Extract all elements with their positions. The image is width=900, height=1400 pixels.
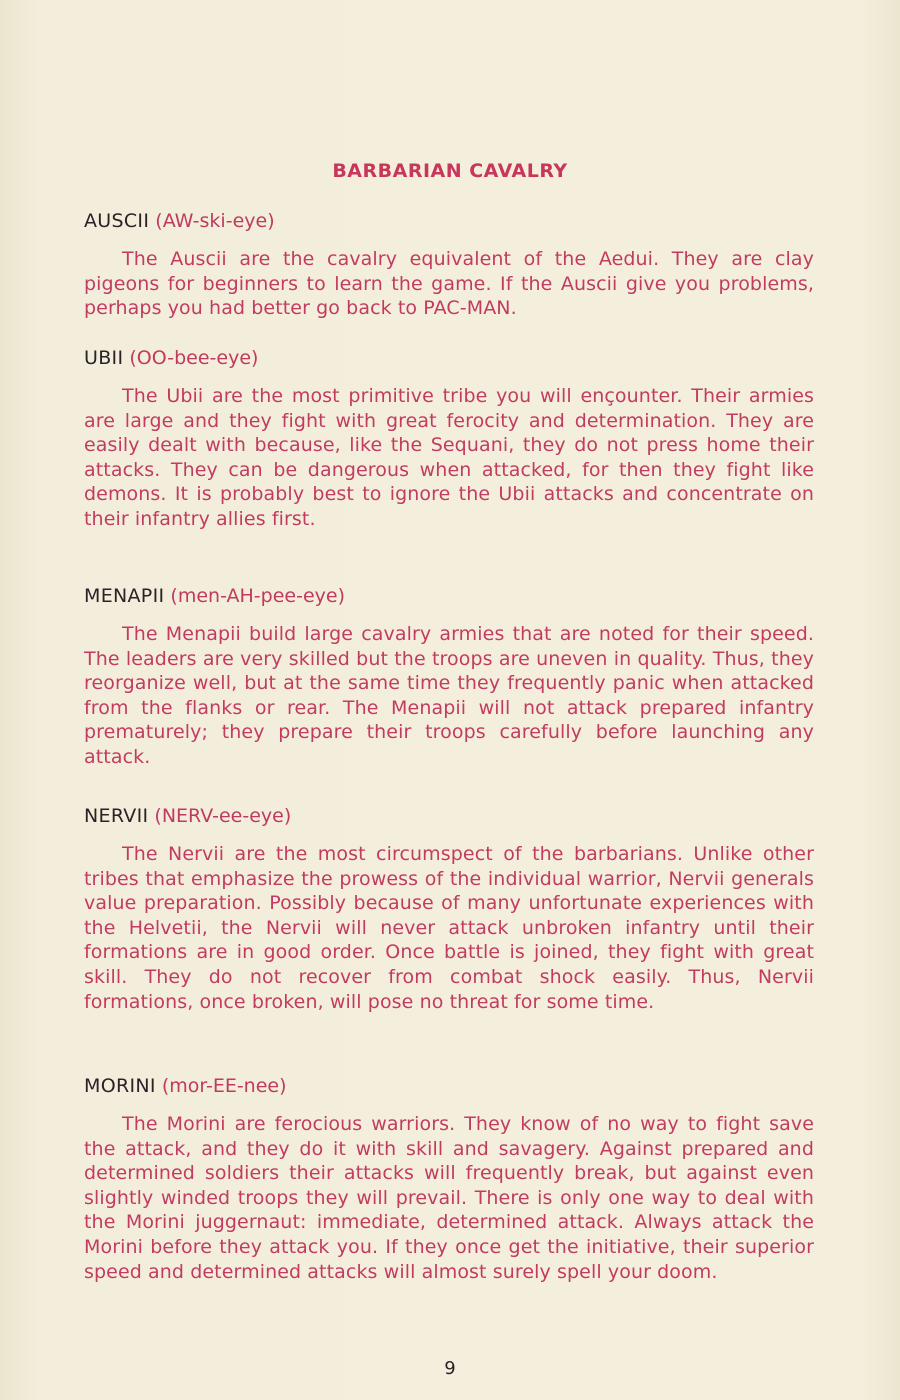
tribe-name: MORINI xyxy=(84,1075,156,1097)
tribe-name: MENAPII xyxy=(84,585,165,607)
tribe-section-morini xyxy=(84,1074,814,1284)
tribe-heading xyxy=(84,346,814,370)
tribe-description: The Menapii build large cavalry armies that are noted for their speed. The leaders are very skilled but the troops are uneven in quality. Thus, they reorganize well, but at the same time they frequently panic when attacked from the flanks or rear. The Menapii will not attack prepared infantry prematurely; they prepare their troops carefully before launching any attack. xyxy=(84,623,814,768)
tribe-section-auscii xyxy=(84,209,814,321)
tribe-description: The Auscii are the cavalry equivalent of the Aedui. They are clay pigeons for beginners to learn the game. If the Auscii give you problems, perhaps you had better go back to PAC-MAN. xyxy=(84,248,814,320)
tribe-description: The Ubii are the most primitive tribe you will ençounter. Their armies are large and they fight with great ferocity and determination. They are easily dealt with because, like the Sequani, they do not press home their attacks. They can be dangerous when attacked, for then they fight like demons. It is probably best to ignore the Ubii attacks and concentrate on their infantry allies first. xyxy=(84,385,814,530)
page-number: 9 xyxy=(444,1358,456,1379)
tribe-heading xyxy=(84,804,814,828)
tribe-name: UBII xyxy=(84,347,124,369)
tribe-pronunciation: (AW-ski-eye) xyxy=(149,210,275,232)
tribe-pronunciation: (NERV-ee-eye) xyxy=(148,805,292,827)
tribe-name: AUSCII xyxy=(84,210,150,232)
tribe-pronunciation: (men-AH-pee-eye) xyxy=(164,585,345,607)
tribe-name: NERVII xyxy=(84,805,149,827)
tribe-section-nervii xyxy=(84,804,814,1014)
tribe-description: The Morini are ferocious warriors. They know of no way to fight save the attack, and they do it with skill and savagery. Against prepared and determined soldiers their attacks will frequently break, but against even slightly winded troops they will prevail. There is only one way to deal with the Morini juggernaut: immediate, determined attack. Always attack the Morini before they attack you. If they once get the initiative, their superior speed and determined attacks will almost surely spell your doom. xyxy=(84,1113,814,1283)
tribe-heading xyxy=(84,1074,814,1098)
section-heading: BARBARIAN CAVALRY xyxy=(332,160,568,182)
tribe-section-ubii xyxy=(84,346,814,532)
tribe-description: The Nervii are the most circumspect of the barbarians. Unlike other tribes that emphasize the prowess of the individual warrior, Nervii generals value preparation. Possibly because of many unfortunate experiences with the Helvetii, the Nervii will never attack unbroken infantry until their formations are in good order. Once battle is joined, they fight with great skill. They do not recover from combat shock easily. Thus, Nervii formations, once broken, will pose no threat for some time. xyxy=(84,843,814,1013)
tribe-pronunciation: (mor-EE-nee) xyxy=(155,1075,287,1097)
tribe-pronunciation: (OO-bee-eye) xyxy=(123,347,259,369)
tribe-heading xyxy=(84,209,814,233)
tribe-heading xyxy=(84,584,814,608)
tribe-section-menapii xyxy=(84,584,814,770)
